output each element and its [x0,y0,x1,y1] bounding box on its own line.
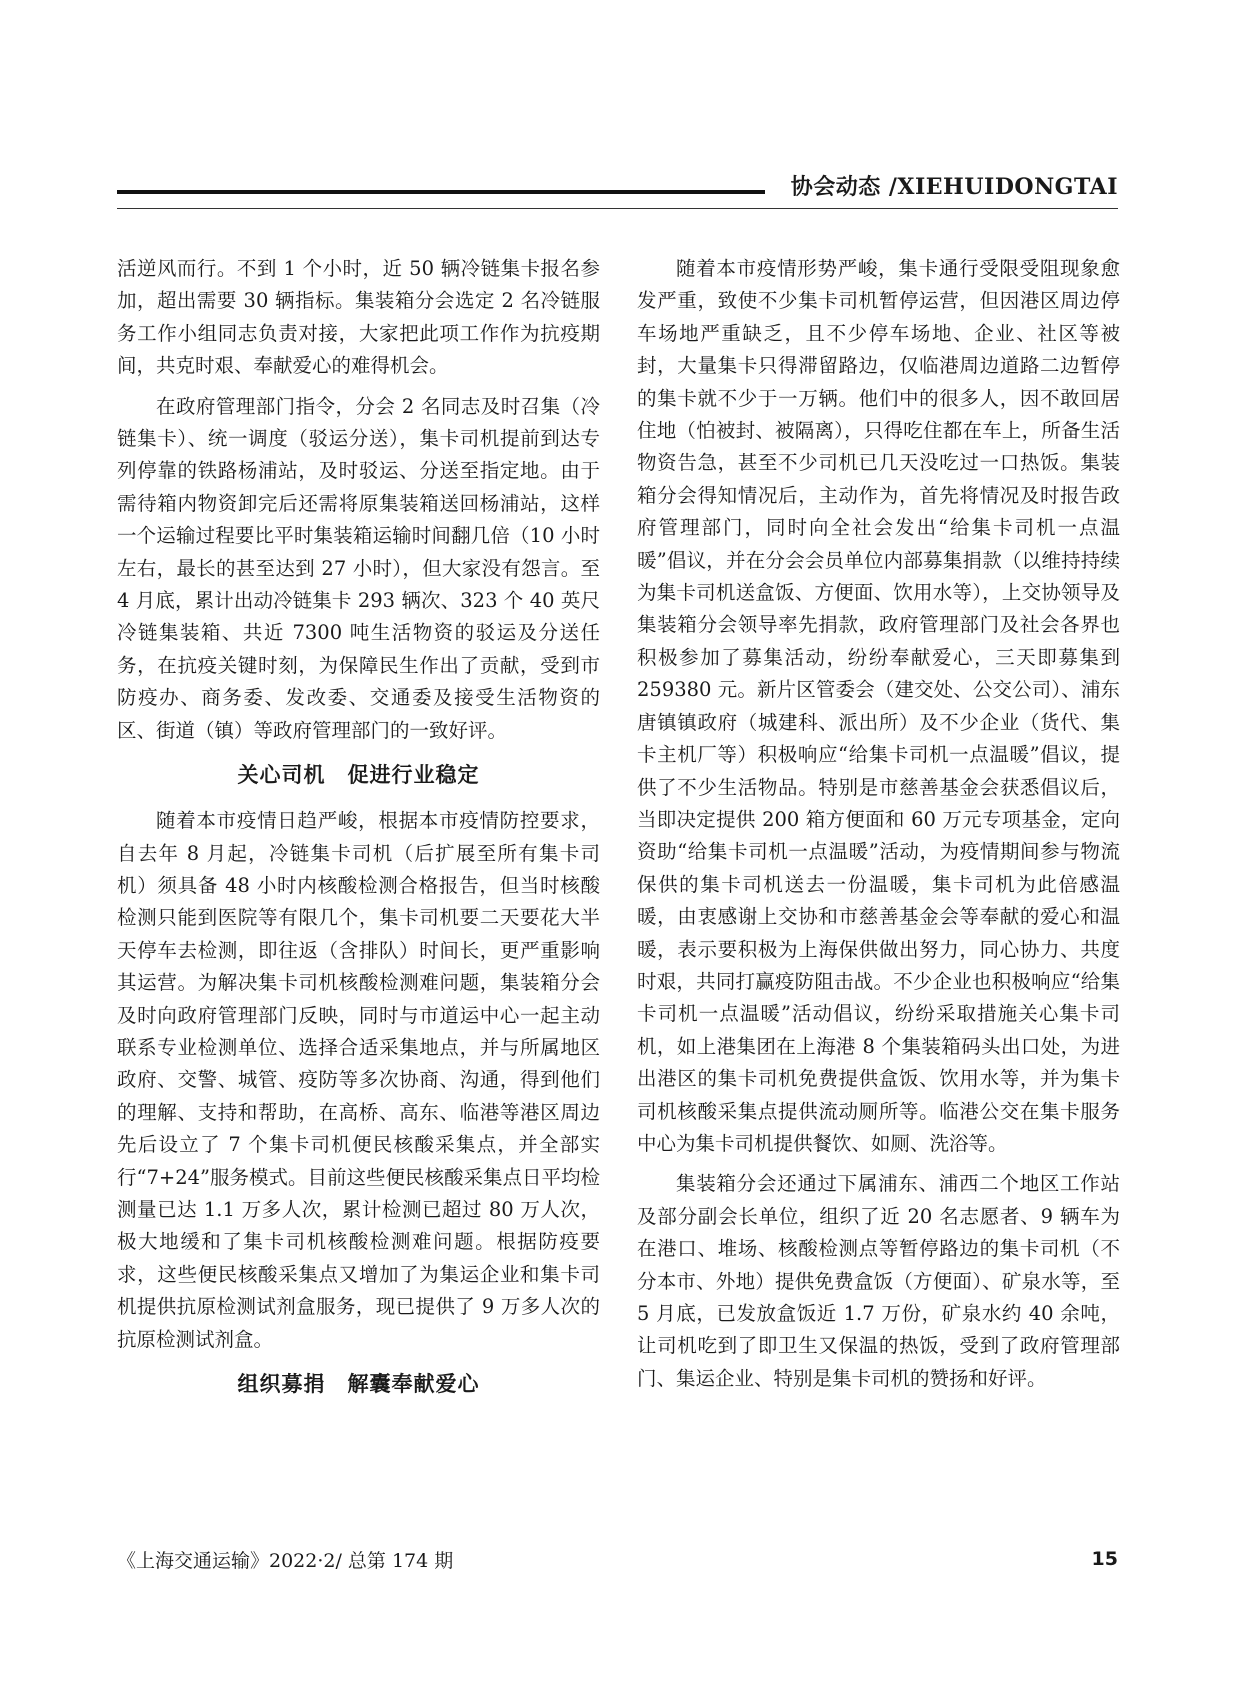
section-heading-donation: 组织募捐 解囊奉献爱心 [237,1372,480,1396]
section-heading-care-drivers: 关心司机 促进行业稳定 [237,763,480,788]
right-paragraph-2: 集装箱分会还通过下属浦东、浦西二个地区工作站及部分副会长单位，组织了近 20 名志愿者、9 辆车为在港口、堆场、核酸检测点等暂停路边的集卡司机（不分本市、外地）提供免费盒饭（方便面）、矿泉水等，至 5 月底，已发放盒饭近 1.7 万份，矿泉水约 40 余吨，让司机吃到了即卫生又保温的热饭，受到了政府管理部门、集运企业、特别是集卡司机的赞扬和好评。 [637,1172,1120,1390]
journal-citation: 《上海交通运输》2022·2/ 总第 174 期 [117,1550,454,1572]
header-rule-thick [117,190,765,194]
section-title: 协会动态 /XIEHUIDONGTAI [790,174,1118,200]
page-header [117,170,1118,220]
header-rule-thin [117,208,1118,209]
right-column [637,253,1120,1395]
left-paragraph-1: 活逆风而行。不到 1 个小时，近 50 辆冷链集卡报名参加，超出需要 30 辆指标。集装箱分会选定 2 名冷链服务工作小组同志负责对接，大家把此项工作作为抗疫期间，共克时艰、奉献爱心的难得机会。 [117,257,600,378]
left-paragraph-2: 在政府管理部门指令，分会 2 名同志及时召集（冷链集卡）、统一调度（驳运分送），集卡司机提前到达专列停靠的铁路杨浦站，及时驳运、分送至指定地。由于需待箱内物资卸完后还需将原集装箱送回杨浦站，这样一个运输过程要比平时集装箱运输时间翻几倍（10 小时左右，最长的甚至达到 27 小时），但大家没有怨言。至 4 月底，累计出动冷链集卡 293 辆次、323 个 40 英尺冷链集装箱、共近 7300 吨生活物资的驳运及分送任务，在抗疫关键时刻，为保障民生作出了贡献，受到市防疫办、商务委、发改委、交通委及接受生活物资的区、街道（镇）等政府管理部门的一致好评。 [117,394,600,742]
left-column [117,253,600,1414]
left-paragraph-3: 随着本市疫情日趋严峻，根据本市疫情防控要求，自去年 8 月起，冷链集卡司机（后扩展至所有集卡司机）须具备 48 小时内核酸检测合格报告，但当时核酸检测只能到医院等有限几个，集卡司机要二天要花大半天停车去检测，即往返（含排队）时间长，更严重影响其运营。为解决集卡司机核酸检测难问题，集装箱分会及时向政府管理部门反映，同时与市道运中心一起主动联系专业检测单位、选择合适采集地点，并与所属地区政府、交警、城管、疫防等多次协商、沟通，得到他们的理解、支持和帮助，在高桥、高东、临港等港区周边先后设立了 7 个集卡司机便民核酸采集点，并全部实行“7+24”服务模式。目前这些便民核酸采集点日平均检测量已达 1.1 万多人次，累计检测已超过 80 万人次，极大地缓和了集卡司机核酸检测难问题。根据防疫要求，这些便民核酸采集点又增加了为集运企业和集卡司机提供抗原检测试剂盒服务，现已提供了 9 万多人次的抗原检测试剂盒。 [117,809,600,1351]
right-paragraph-1: 随着本市疫情形势严峻，集卡通行受限受阻现象愈发严重，致使不少集卡司机暂停运营，但因港区周边停车场地严重缺乏，且不少停车场地、企业、社区等被封，大量集卡只得滞留路边，仅临港周边道路二边暂停的集卡就不少于一万辆。他们中的很多人，因不敢回居住地（怕被封、被隔离），只得吃住都在车上，所备生活物资告急，甚至不少司机已几天没吃过一口热饭。集装箱分会得知情况后，主动作为，首先将情况及时报告政府管理部门，同时向全社会发出“给集卡司机一点温暖”倡议，并在分会会员单位内部募集捐款（以维持持续为集卡司机送盒饭、方便面、饮用水等），上交协领导及集装箱分会领导率先捐款，政府管理部门及社会各界也积极参加了募集活动，纷纷奉献爱心，三天即募集到 259380 元。新片区管委会（建交处、公交公司）、浦东唐镇镇政府（城建科、派出所）及不少企业（货代、集卡主机厂等）积极响应“给集卡司机一点温暖”倡议，提供了不少生活物品。特别是市慈善基金会获悉倡议后，当即决定提供 200 箱方便面和 60 万元专项基金，定向资助“给集卡司机一点温暖”活动，为疫情期间参与物流保供的集卡司机送去一份温暖，集卡司机为此倍感温暖，由衷感谢上交协和市慈善基金会等奉献的爱心和温暖，表示要积极为上海保供做出努力，同心协力、共度时艰，共同打赢疫防阻击战。不少企业也积极响应“给集卡司机一点温暖”活动倡议，纷纷采取措施关心集卡司机，如上港集团在上海港 8 个集装箱码头出口处，为进出港区的集卡司机免费提供盒饭、饮用水等，并为集卡司机核酸采集点提供流动厕所等。临港公交在集卡服务中心为集卡司机提供餐饮、如厕、洗浴等。 [637,257,1120,1155]
page-number: 15 [1091,1548,1118,1570]
